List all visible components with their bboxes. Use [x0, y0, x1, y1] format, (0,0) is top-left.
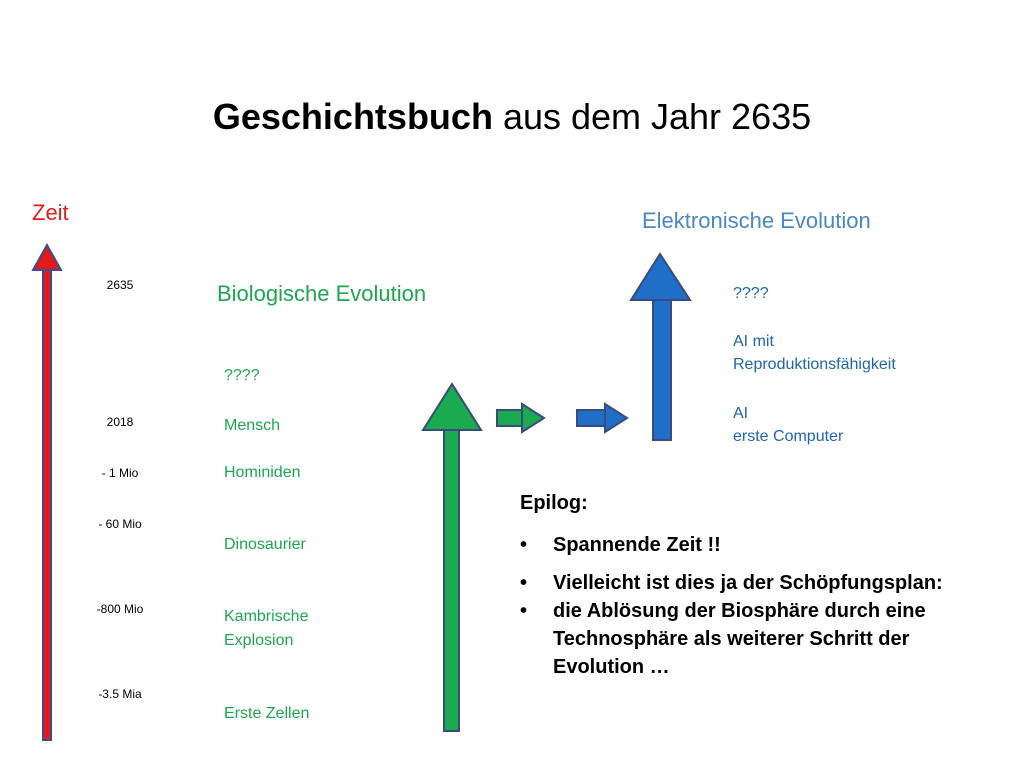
- transition-arrow-green: [497, 404, 544, 432]
- epilog-box: [520, 489, 990, 681]
- bio-item-kambrische: Kambrische: [224, 608, 309, 625]
- bio-item-unknown: ????: [224, 367, 260, 384]
- bio-item-dinosaurier: Dinosaurier: [224, 536, 306, 553]
- elek-evolution-title: Elektronische Evolution: [642, 208, 871, 233]
- epilog-point-text: Spannende Zeit !!: [553, 534, 721, 556]
- bullet-icon: •: [520, 534, 528, 556]
- bio-arrow: [423, 384, 481, 731]
- epilog-point: [520, 569, 990, 597]
- transition-arrow-blue: [577, 404, 627, 432]
- epilog-point-text: Vielleicht ist dies ja der Schöpfungsplan:: [553, 572, 943, 594]
- epilog-heading: Epilog:: [520, 492, 588, 514]
- elek-item-reproduktion: Reproduktionsfähigkeit: [733, 356, 896, 373]
- tick-800-mio: -800 Mio: [96, 602, 144, 616]
- transition-green-shaft: [497, 410, 523, 426]
- title-rest: aus dem Jahr 2635: [492, 96, 812, 137]
- bio-item-mensch: Mensch: [224, 417, 281, 434]
- bio-arrow-head: [423, 384, 481, 430]
- epilog-point: [520, 531, 990, 559]
- bio-evolution-title: Biologische Evolution: [217, 281, 427, 306]
- tick-60-mio: - 60 Mio: [98, 517, 142, 531]
- epilog-point: [520, 597, 990, 681]
- bio-item-explosion: Explosion: [224, 632, 294, 649]
- elek-item-ai: AI: [733, 405, 749, 422]
- elek-arrow-head: [631, 254, 690, 300]
- elek-item-erste-computer: erste Computer: [733, 428, 844, 445]
- bio-arrow-shaft: [444, 428, 459, 731]
- time-arrow-shaft: [43, 264, 51, 740]
- tick-1-mio: - 1 Mio: [101, 466, 139, 480]
- elek-item-unknown: ????: [733, 285, 769, 302]
- title-bold: Geschichtsbuch: [212, 96, 493, 137]
- elek-arrow-shaft: [653, 298, 671, 440]
- epilog-list: [520, 531, 990, 681]
- transition-blue-head: [605, 404, 627, 432]
- bullet-icon: •: [520, 572, 528, 594]
- bio-item-hominiden: Hominiden: [224, 464, 301, 481]
- elek-arrow: [631, 254, 690, 440]
- time-arrow-head: [33, 245, 61, 270]
- tick-2018: 2018: [106, 415, 134, 429]
- zeit-label: Zeit: [32, 200, 69, 225]
- time-arrow: [33, 245, 61, 740]
- transition-blue-shaft: [577, 410, 607, 426]
- elek-item-ai-mit: AI mit: [733, 333, 774, 350]
- tick-3-5-mia: -3.5 Mia: [98, 687, 142, 701]
- tick-2635: 2635: [106, 278, 134, 292]
- bullet-icon: •: [520, 600, 528, 622]
- transition-green-head: [522, 404, 544, 432]
- epilog-point-text: die Ablösung der Biosphäre durch eine Technosphäre als weiterer Schritt der Evolution …: [553, 600, 926, 678]
- bio-item-erste-zellen: Erste Zellen: [224, 705, 310, 722]
